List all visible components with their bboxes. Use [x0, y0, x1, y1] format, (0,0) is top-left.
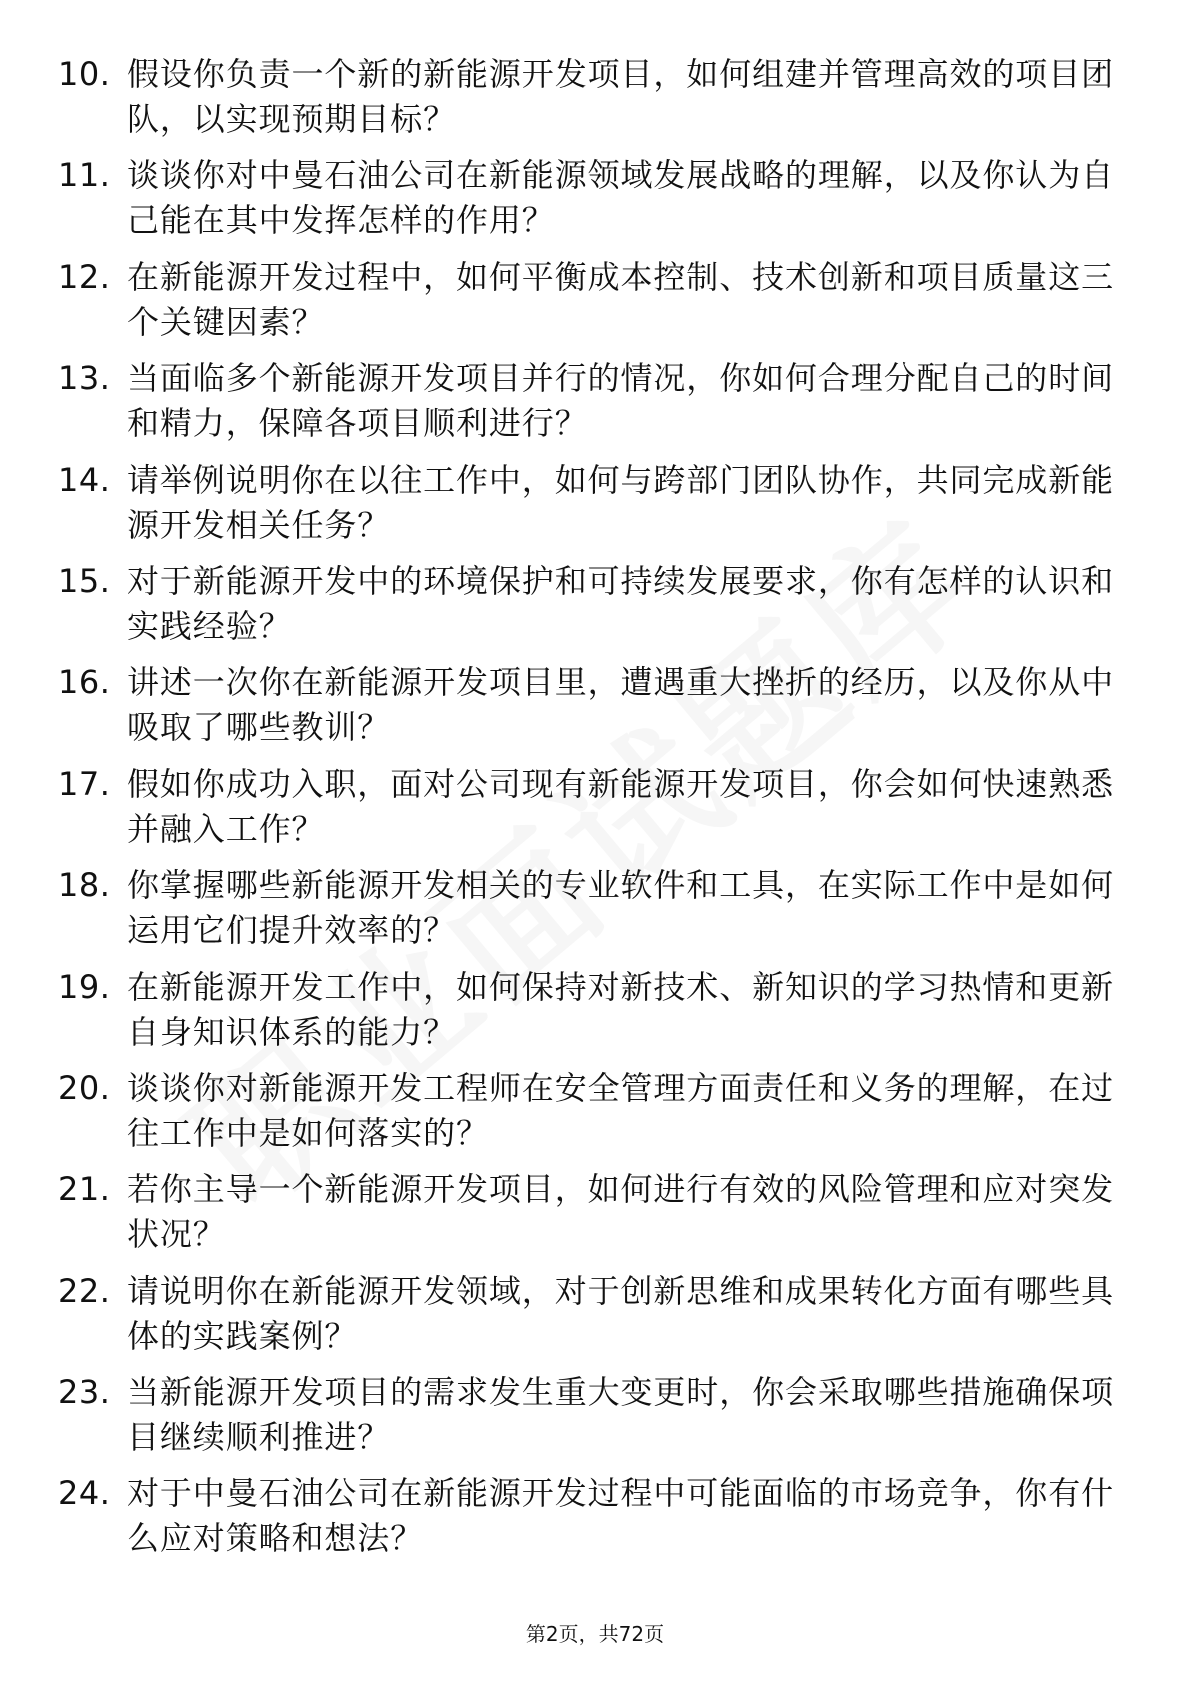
page-footer: 第2页，共72页: [525, 1622, 665, 1646]
question-text: 谈谈你对新能源开发工程师在安全管理方面责任和义务的理解，在过往工作中是如何落实的？: [127, 1068, 1115, 1152]
question-list: [0, 52, 1190, 1573]
question-item: [0, 356, 1190, 457]
question-item: [0, 1167, 1190, 1268]
question-item: [0, 1471, 1190, 1572]
question-text: 对于新能源开发中的环境保护和可持续发展要求，你有怎样的认识和实践经验？: [127, 561, 1115, 645]
question-item: [0, 1066, 1190, 1167]
question-number: 19.: [58, 967, 111, 1006]
question-text: 谈谈你对中曼石油公司在新能源领域发展战略的理解，以及你认为自己能在其中发挥怎样的作用？: [127, 156, 1115, 240]
question-number: 15.: [58, 561, 111, 600]
question-item: [0, 863, 1190, 964]
question-number: 17.: [58, 764, 111, 803]
question-number: 20.: [58, 1068, 111, 1107]
question-text: 在新能源开发工作中，如何保持对新技术、新知识的学习热情和更新自身知识体系的能力？: [127, 967, 1115, 1051]
question-text: 若你主导一个新能源开发项目，如何进行有效的风险管理和应对突发状况？: [127, 1170, 1115, 1254]
question-text: 在新能源开发过程中，如何平衡成本控制、技术创新和项目质量这三个关键因素？: [127, 257, 1115, 341]
question-item: [0, 1370, 1190, 1471]
question-number: 23.: [58, 1373, 111, 1412]
question-text: 当新能源开发项目的需求发生重大变更时，你会采取哪些措施确保项目继续顺利推进？: [127, 1373, 1115, 1457]
question-item: [0, 153, 1190, 254]
question-text: 对于中曼石油公司在新能源开发过程中可能面临的市场竞争，你有什么应对策略和想法？: [127, 1474, 1115, 1558]
question-item: [0, 255, 1190, 356]
question-item: [0, 660, 1190, 761]
question-item: [0, 762, 1190, 863]
question-item: [0, 52, 1190, 153]
question-number: 11.: [58, 156, 111, 195]
question-text: 请举例说明你在以往工作中，如何与跨部门团队协作，共同完成新能源开发相关任务？: [127, 460, 1115, 544]
question-number: 14.: [58, 460, 111, 499]
question-item: [0, 965, 1190, 1066]
question-text: 假设你负责一个新的新能源开发项目，如何组建并管理高效的项目团队，以实现预期目标？: [127, 55, 1115, 138]
question-number: 10.: [58, 55, 111, 93]
question-item: [0, 1269, 1190, 1370]
question-number: 21.: [58, 1170, 111, 1209]
question-item: [0, 559, 1190, 660]
question-number: 13.: [58, 359, 111, 398]
question-text: 讲述一次你在新能源开发项目里，遭遇重大挫折的经历，以及你从中吸取了哪些教训？: [127, 663, 1115, 747]
question-number: 18.: [58, 866, 111, 905]
question-text: 假如你成功入职，面对公司现有新能源开发项目，你会如何快速熟悉并融入工作？: [127, 764, 1115, 848]
question-text: 你掌握哪些新能源开发相关的专业软件和工具，在实际工作中是如何运用它们提升效率的？: [127, 866, 1115, 950]
question-number: 16.: [58, 663, 111, 702]
question-text: 请说明你在新能源开发领域，对于创新思维和成果转化方面有哪些具体的实践案例？: [127, 1271, 1115, 1355]
question-item: [0, 458, 1190, 559]
question-number: 12.: [58, 257, 111, 296]
question-number: 24.: [58, 1474, 111, 1513]
question-number: 22.: [58, 1271, 111, 1310]
question-text: 当面临多个新能源开发项目并行的情况，你如何合理分配自己的时间和精力，保障各项目顺利进行？: [127, 359, 1115, 443]
